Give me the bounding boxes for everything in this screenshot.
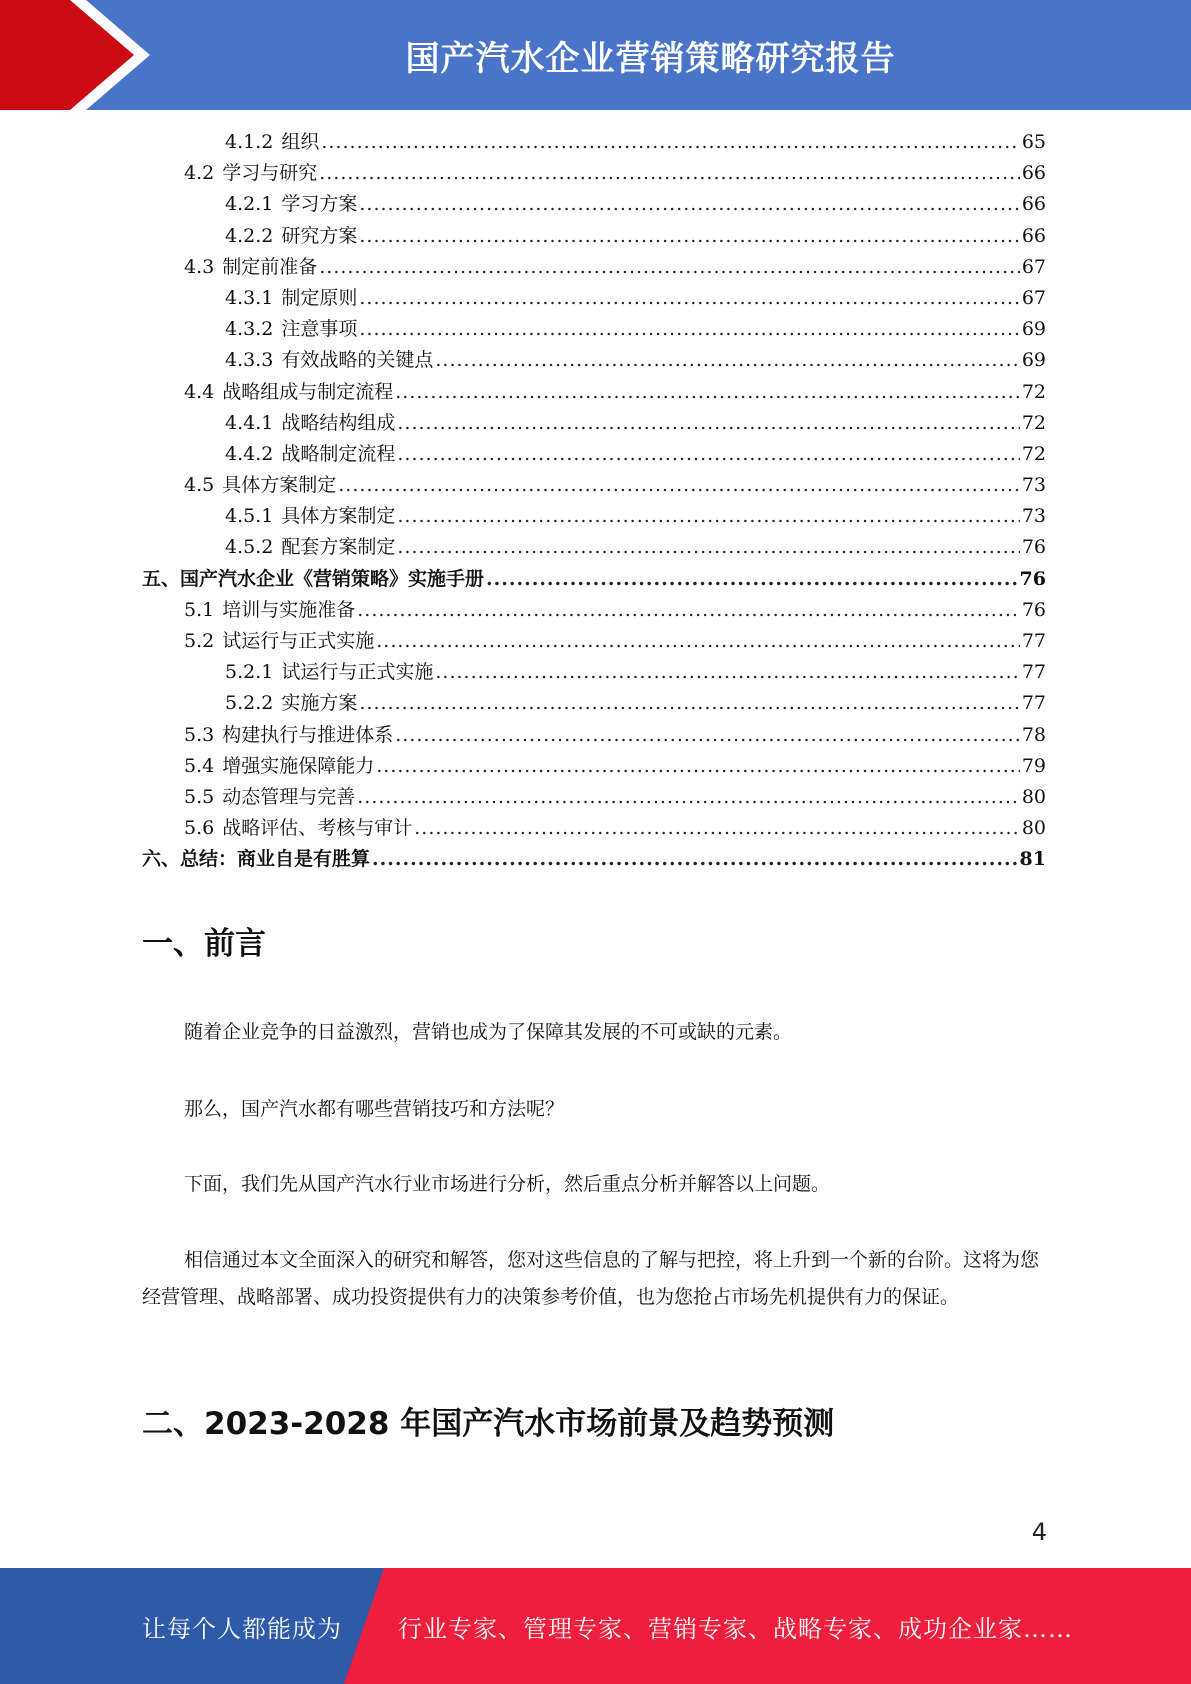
toc-leader-dots (414, 813, 1020, 844)
toc-entry-title: 实施方案 (281, 692, 358, 715)
toc-entry[interactable] (142, 626, 1046, 657)
toc-entry[interactable] (142, 720, 1046, 751)
toc-entry-page: 79 (1021, 754, 1046, 777)
toc-entry[interactable] (142, 439, 1046, 470)
preface-paragraph-1: 随着企业竞争的日益激烈，营销也成为了保障其发展的不可或缺的元素。 (184, 1021, 793, 1043)
toc-leader-dots (357, 782, 1020, 813)
toc-entry-page: 72 (1021, 380, 1046, 403)
section-heading-market-forecast: 二、2023-2028 年国产汽水市场前景及趋势预测 (142, 1406, 835, 1442)
toc-entry[interactable] (142, 595, 1046, 626)
toc-leader-dots (359, 688, 1019, 719)
toc-entry-title: 学习方案 (281, 193, 358, 216)
toc-leader-dots (359, 189, 1019, 220)
toc-entry-page: 69 (1021, 318, 1046, 341)
toc-entry-page: 73 (1021, 474, 1046, 497)
toc-entry[interactable] (142, 158, 1046, 189)
toc-leader-dots (395, 720, 1020, 751)
table-of-contents (142, 127, 1046, 876)
toc-entry-title: 组织 (281, 131, 320, 153)
toc-entry[interactable] (142, 751, 1046, 782)
toc-leader-dots (395, 377, 1020, 408)
toc-entry-number: 5.2.2 (225, 692, 274, 715)
toc-entry-number: 4.2.1 (225, 193, 274, 216)
toc-entry-number: 4.4.1 (225, 411, 274, 434)
toc-entry-page: 76 (1021, 598, 1046, 621)
toc-entry-title: 有效战略的关键点 (281, 349, 434, 372)
toc-leader-dots (359, 221, 1019, 252)
red-chevron-icon (0, 0, 160, 110)
toc-entry-number: 4.2 (184, 162, 215, 185)
toc-entry-number: 4.2.2 (225, 224, 274, 247)
toc-entry[interactable] (142, 408, 1046, 439)
toc-entry-page: 66 (1021, 224, 1046, 247)
toc-leader-dots (486, 564, 1018, 595)
toc-entry-title: 战略评估、考核与审计 (222, 817, 413, 840)
toc-entry-title: 研究方案 (281, 224, 358, 247)
toc-leader-dots (397, 532, 1019, 563)
toc-leader-dots (319, 158, 1020, 189)
toc-entry-page: 80 (1021, 785, 1046, 808)
toc-entry-number: 4.5 (184, 474, 215, 497)
toc-entry-title: 试运行与正式实施 (222, 630, 375, 652)
toc-entry-page: 76 (1019, 567, 1046, 590)
toc-entry-title: 培训与实施准备 (222, 598, 356, 621)
toc-entry-number: 5.2 (184, 630, 215, 652)
toc-entry-page: 72 (1021, 411, 1046, 434)
toc-leader-dots (397, 439, 1019, 470)
toc-entry-title: 学习与研究 (222, 162, 318, 185)
toc-leader-dots (321, 127, 1019, 158)
toc-entry[interactable] (142, 501, 1046, 532)
toc-leader-dots (338, 470, 1020, 501)
toc-entry[interactable] (142, 189, 1046, 220)
page-footer (0, 1568, 1191, 1684)
footer-slogan-right: 行业专家、管理专家、营销专家、战略专家、成功企业家…… (398, 1614, 1073, 1643)
toc-entry-number: 5.5 (184, 785, 215, 808)
toc-entry-title: 战略结构组成 (281, 411, 396, 434)
toc-entry-page: 76 (1021, 536, 1046, 559)
toc-leader-dots (435, 657, 1019, 688)
toc-entry-title: 具体方案制定 (222, 474, 337, 497)
toc-entry-page: 77 (1021, 630, 1046, 652)
toc-entry-page: 77 (1021, 692, 1046, 715)
toc-entry[interactable] (142, 377, 1046, 408)
toc-entry[interactable] (142, 688, 1046, 719)
toc-entry-page: 77 (1021, 661, 1046, 684)
footer-slogan-left: 让每个人都能成为 (142, 1614, 342, 1643)
toc-entry[interactable] (142, 345, 1046, 376)
toc-entry-title: 具体方案制定 (281, 505, 396, 528)
toc-entry-title: 动态管理与完善 (222, 785, 356, 808)
page-header (0, 0, 1191, 110)
toc-entry[interactable] (142, 844, 1046, 875)
toc-entry[interactable] (142, 564, 1046, 595)
toc-entry-title: 制定原则 (281, 286, 358, 309)
toc-entry-number: 4.3.3 (225, 349, 274, 372)
toc-entry-title: 试运行与正式实施 (281, 661, 434, 684)
toc-entry-page: 66 (1021, 162, 1046, 185)
toc-entry-title: 制定前准备 (222, 255, 318, 278)
toc-entry-number: 5.3 (184, 723, 215, 746)
toc-leader-dots (372, 844, 1018, 875)
toc-entry[interactable] (142, 657, 1046, 688)
toc-entry-title: 战略组成与制定流程 (222, 380, 394, 403)
toc-entry-number: 4.4.2 (225, 442, 274, 465)
toc-entry-title: 配套方案制定 (281, 536, 396, 559)
toc-entry-title: 注意事项 (281, 318, 358, 341)
toc-leader-dots (397, 408, 1019, 439)
toc-entry-page: 73 (1021, 505, 1046, 528)
toc-entry-page: 66 (1021, 193, 1046, 216)
toc-entry-number: 5.4 (184, 754, 215, 777)
page-number: 4 (1031, 1518, 1047, 1546)
section-heading-preface: 一、前言 (142, 926, 266, 962)
toc-entry[interactable] (142, 532, 1046, 563)
toc-entry-title: 战略制定流程 (281, 442, 396, 465)
toc-entry[interactable] (142, 252, 1046, 283)
toc-entry[interactable] (142, 782, 1046, 813)
toc-entry[interactable] (142, 813, 1046, 844)
toc-leader-dots (376, 626, 1020, 657)
toc-entry-page: 81 (1019, 848, 1046, 871)
toc-entry[interactable] (142, 127, 1046, 158)
report-title: 国产汽水企业营销策略研究报告 (405, 38, 896, 79)
toc-entry-number: 4.3.1 (225, 286, 274, 309)
toc-entry-number: 4.1.2 (225, 131, 274, 153)
toc-entry[interactable] (142, 470, 1046, 501)
toc-entry-number: 5.6 (184, 817, 215, 840)
toc-entry[interactable] (142, 314, 1046, 345)
toc-entry-title: 五、国产汽水企业《营销策略》实施手册 (142, 567, 485, 590)
toc-entry-number: 4.5.1 (225, 505, 274, 528)
preface-paragraph-3: 下面，我们先从国产汽水行业市场进行分析，然后重点分析并解答以上问题。 (184, 1173, 831, 1195)
toc-leader-dots (319, 252, 1020, 283)
toc-entry-page: 78 (1021, 723, 1046, 746)
toc-entry[interactable] (142, 283, 1046, 314)
toc-leader-dots (359, 283, 1019, 314)
toc-entry-number: 4.3 (184, 255, 215, 278)
toc-leader-dots (435, 345, 1019, 376)
toc-leader-dots (357, 595, 1020, 626)
toc-entry-number: 4.4 (184, 380, 215, 403)
toc-leader-dots (359, 314, 1019, 345)
toc-entry-page: 67 (1021, 255, 1046, 278)
preface-paragraph-2: 那么，国产汽水都有哪些营销技巧和方法呢？ (184, 1098, 565, 1120)
toc-entry-page: 69 (1021, 349, 1046, 372)
toc-entry-number: 4.3.2 (225, 318, 274, 341)
toc-leader-dots (376, 751, 1020, 782)
toc-entry-number: 5.2.1 (225, 661, 274, 684)
toc-leader-dots (397, 501, 1019, 532)
toc-entry-page: 67 (1021, 286, 1046, 309)
toc-entry-title: 六、总结：商业自是有胜算 (142, 848, 371, 871)
toc-entry-page: 65 (1021, 131, 1046, 153)
toc-entry-page: 80 (1021, 817, 1046, 840)
toc-entry-title: 构建执行与推进体系 (222, 723, 394, 746)
toc-entry[interactable] (142, 221, 1046, 252)
toc-entry-title: 增强实施保障能力 (222, 754, 375, 777)
preface-paragraph-4: 相信通过本文全面深入的研究和解答，您对这些信息的了解与把控，将上升到一个新的台阶。这将为您经营管理、战略部署、成功投资提供有力的决策参考价值，也为您抢占市场先机提供有力的保证。 (142, 1249, 1040, 1308)
toc-entry-number: 5.1 (184, 598, 215, 621)
toc-entry-page: 72 (1021, 442, 1046, 465)
toc-entry-number: 4.5.2 (225, 536, 274, 559)
